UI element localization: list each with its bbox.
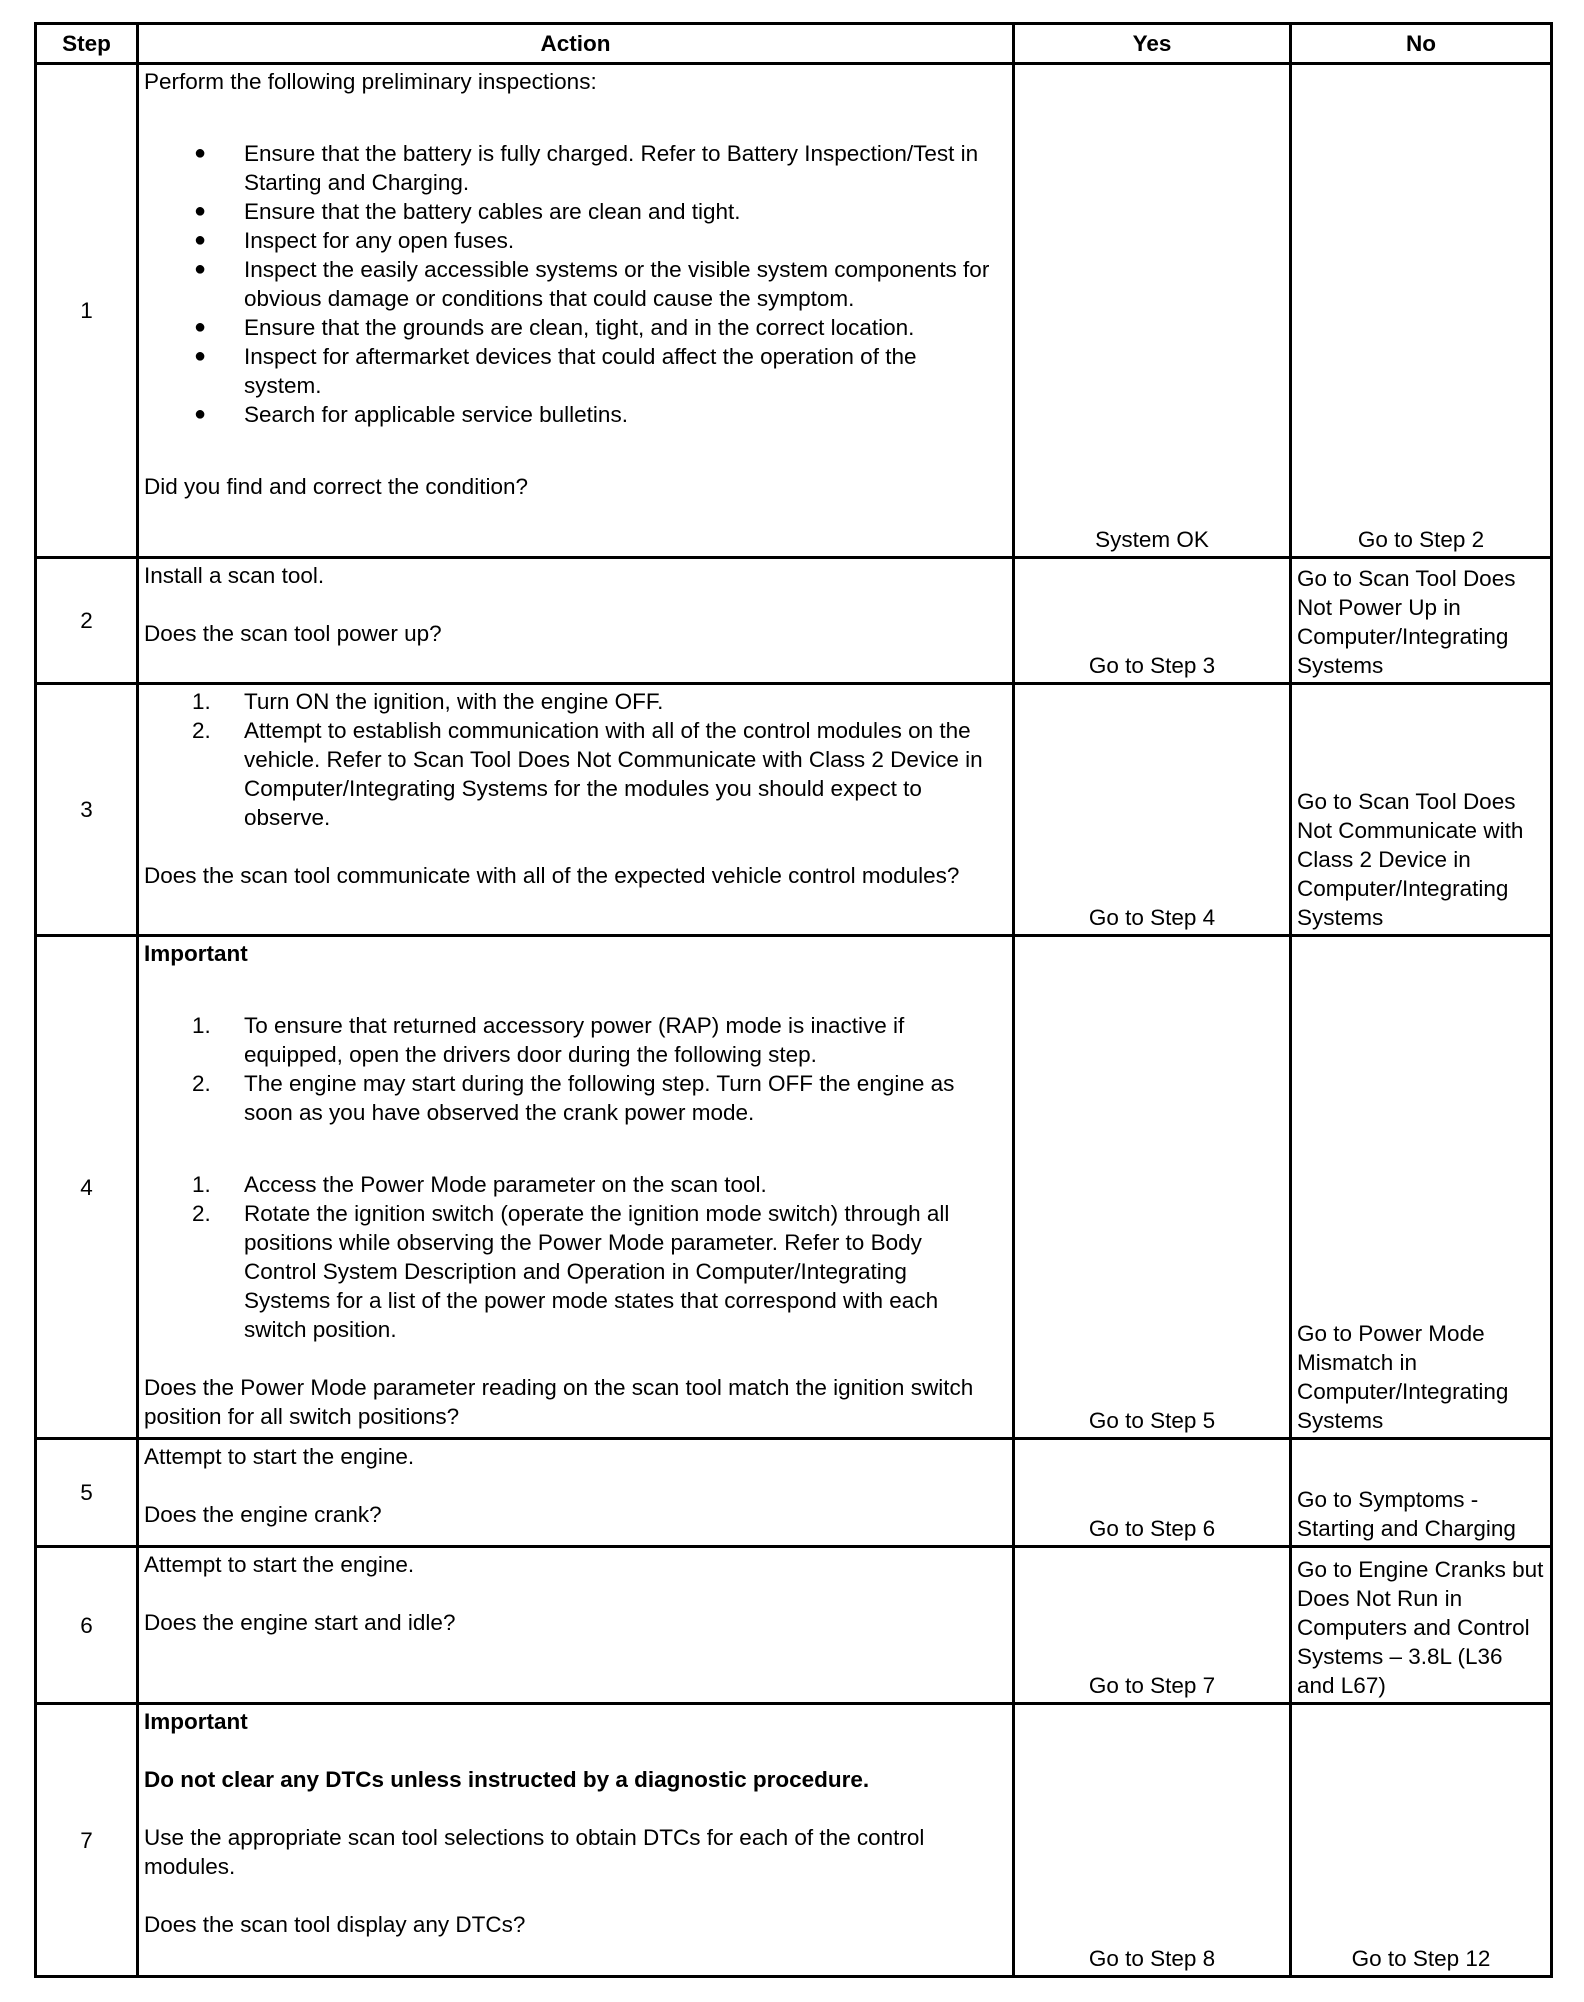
- action-cell: [138, 1439, 1014, 1547]
- table-row: [36, 1547, 1552, 1704]
- action-intro: Attempt to start the engine.: [144, 1444, 415, 1469]
- list-item: ● Inspect the easily accessible systems or the visible system components for obvious damage or conditions that could cause the symptom.: [194, 257, 990, 311]
- table-row: [36, 1439, 1552, 1547]
- no-result: Go to Power Mode Mismatch in Computer/Integrating Systems: [1291, 936, 1552, 1439]
- bullet-icon: ●: [194, 142, 207, 164]
- action-intro: Use the appropriate scan tool selections to obtain DTCs for each of the control modules.: [144, 1825, 925, 1879]
- yes-result: System OK: [1014, 64, 1291, 558]
- step-number: 6: [36, 1547, 138, 1704]
- step-number: 2: [36, 558, 138, 684]
- header-row: [36, 24, 1552, 64]
- list-item: ● Ensure that the grounds are clean, tight, and in the correct location.: [194, 315, 915, 340]
- yes-result: Go to Step 5: [1014, 936, 1291, 1439]
- step-number: 4: [36, 936, 138, 1439]
- important-heading: Important: [144, 1709, 248, 1734]
- header-step: Step: [36, 24, 138, 64]
- table-row: [36, 1704, 1552, 1977]
- important-heading: Important: [144, 941, 248, 966]
- diagnostic-table: [34, 22, 1553, 1978]
- header-action: Action: [138, 24, 1014, 64]
- yes-result: Go to Step 4: [1014, 684, 1291, 936]
- bullet-icon: ●: [194, 345, 207, 367]
- action-cell: [138, 64, 1014, 558]
- step-number: 5: [36, 1439, 138, 1547]
- list-item: ● Ensure that the battery cables are clean and tight.: [194, 199, 741, 224]
- step-number: 3: [36, 684, 138, 936]
- action-cell: [138, 1704, 1014, 1977]
- list-item: 2. Rotate the ignition switch (operate the ignition mode switch) through all positions while observing the Power Mode parameter. Refer to Body Control System Description and Operation in Computer/Integrating Systems for a list of the power mode states that correspond with each switch position.: [192, 1201, 950, 1342]
- list-item: ● Inspect for any open fuses.: [194, 228, 515, 253]
- list-item: ● Inspect for aftermarket devices that could affect the operation of the system.: [194, 344, 917, 398]
- list-item: ● Search for applicable service bulletins.: [194, 402, 628, 427]
- list-item: 2. The engine may start during the following step. Turn OFF the engine as soon as you have observed the crank power mode.: [192, 1071, 955, 1125]
- list-item: 1. To ensure that returned accessory power (RAP) mode is inactive if equipped, open the drivers door during the following step.: [192, 1013, 905, 1067]
- action-cell: [138, 558, 1014, 684]
- table-row: [36, 684, 1552, 936]
- action-intro: Perform the following preliminary inspections:: [144, 69, 597, 94]
- no-result: Go to Engine Cranks but Does Not Run in Computers and Control Systems – 3.8L (L36 and L67): [1291, 1547, 1552, 1704]
- action-intro: Attempt to start the engine.: [144, 1552, 415, 1577]
- caution-list: [144, 1011, 1007, 1127]
- no-result: Go to Step 2: [1291, 64, 1552, 558]
- step-number: 1: [36, 64, 138, 558]
- bullet-icon: ●: [194, 229, 207, 251]
- action-question: Does the scan tool display any DTCs?: [144, 1912, 526, 1937]
- action-question: Does the engine start and idle?: [144, 1610, 456, 1635]
- action-question: Does the scan tool power up?: [144, 621, 442, 646]
- table-row: [36, 64, 1552, 558]
- action-question: Did you find and correct the condition?: [144, 474, 528, 499]
- step-number: 7: [36, 1704, 138, 1977]
- yes-result: Go to Step 8: [1014, 1704, 1291, 1977]
- action-question: Does the engine crank?: [144, 1502, 382, 1527]
- header-no: No: [1291, 24, 1552, 64]
- list-item: 1. Access the Power Mode parameter on the scan tool.: [192, 1172, 767, 1197]
- bullet-icon: ●: [194, 258, 207, 280]
- yes-result: Go to Step 3: [1014, 558, 1291, 684]
- action-cell: [138, 1547, 1014, 1704]
- no-result: Go to Step 12: [1291, 1704, 1552, 1977]
- table-row: [36, 936, 1552, 1439]
- no-result: Go to Symptoms - Starting and Charging: [1291, 1439, 1552, 1547]
- action-question: Does the Power Mode parameter reading on the scan tool match the ignition switch position for all switch positions?: [144, 1375, 974, 1429]
- yes-result: Go to Step 7: [1014, 1547, 1291, 1704]
- action-intro: Install a scan tool.: [144, 563, 325, 588]
- yes-result: Go to Step 6: [1014, 1439, 1291, 1547]
- warning-text: Do not clear any DTCs unless instructed by a diagnostic procedure.: [144, 1767, 870, 1792]
- list-item: 2. Attempt to establish communication with all of the control modules on the vehicle. Refer to Scan Tool Does Not Communicate with Class 2 Device in Computer/Integrating Systems for the modules you should expect to observe.: [192, 718, 983, 830]
- action-cell: [138, 684, 1014, 936]
- bullet-icon: ●: [194, 316, 207, 338]
- header-yes: Yes: [1014, 24, 1291, 64]
- action-cell: [138, 936, 1014, 1439]
- list-item: ● Ensure that the battery is fully charged. Refer to Battery Inspection/Test in Starting and Charging.: [194, 141, 979, 195]
- bullet-icon: ●: [194, 200, 207, 222]
- table-row: [36, 558, 1552, 684]
- inspection-list: [144, 139, 1007, 429]
- procedure-list: [144, 1170, 1007, 1344]
- procedure-list: [144, 687, 1007, 832]
- action-question: Does the scan tool communicate with all of the expected vehicle control modules?: [144, 863, 960, 888]
- no-result: Go to Scan Tool Does Not Communicate with Class 2 Device in Computer/Integrating Systems: [1291, 684, 1552, 936]
- bullet-icon: ●: [194, 403, 207, 425]
- no-result: Go to Scan Tool Does Not Power Up in Computer/Integrating Systems: [1291, 558, 1552, 684]
- list-item: 1. Turn ON the ignition, with the engine OFF.: [192, 689, 664, 714]
